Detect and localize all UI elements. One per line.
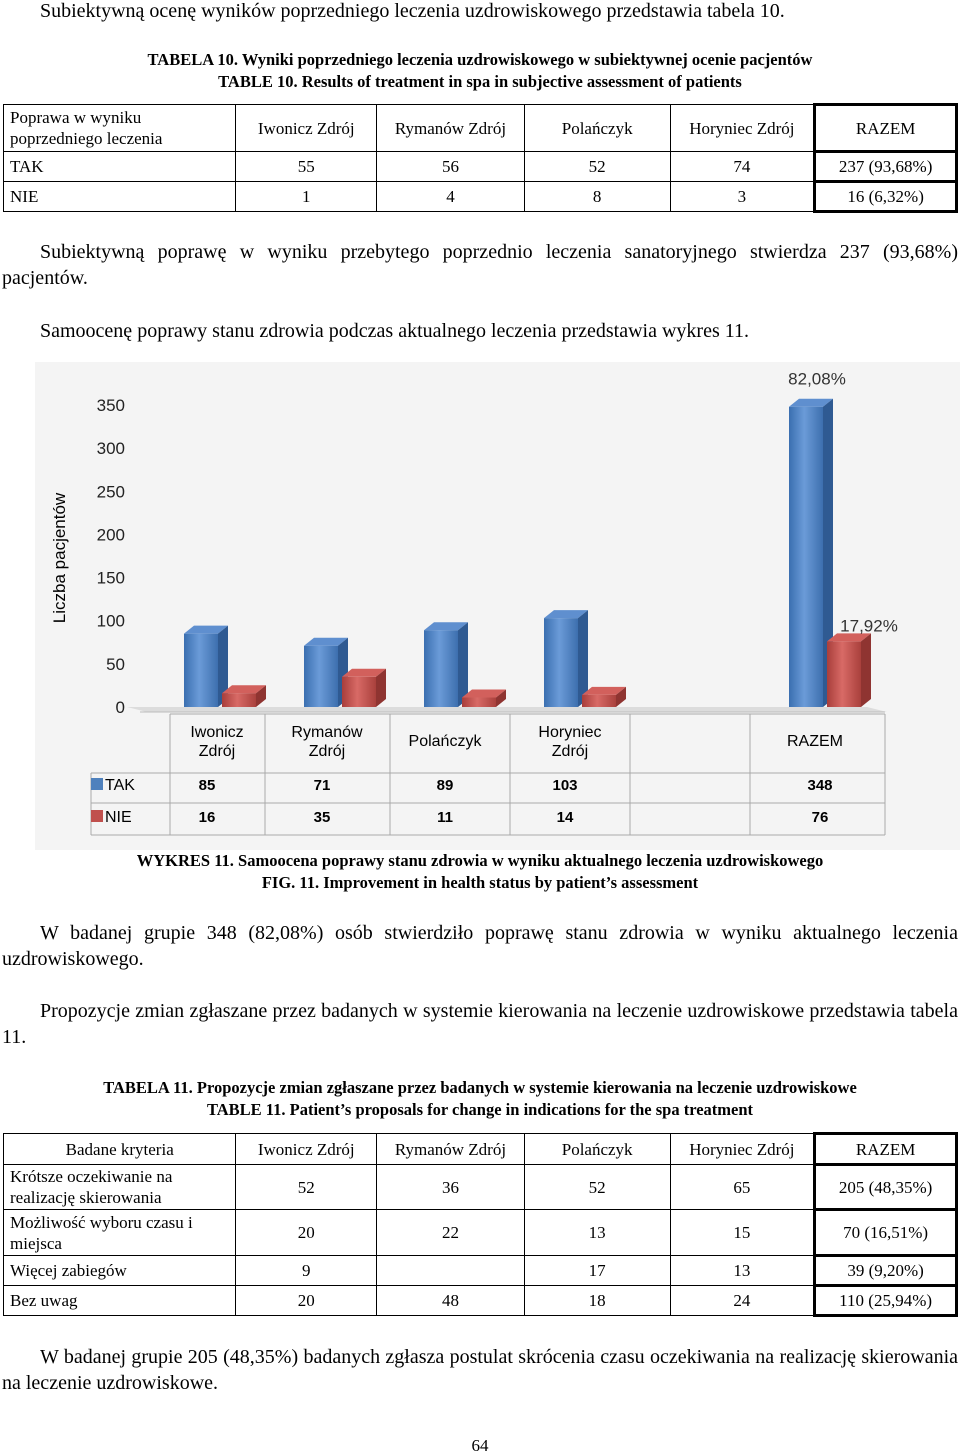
table-row	[4, 1286, 957, 1316]
bar-front	[342, 677, 376, 707]
chart-wykres-11	[35, 362, 960, 850]
table-cell: 110 (25,94%)	[815, 1286, 957, 1316]
table-cell: Bez uwag	[4, 1286, 236, 1316]
paragraph-2: Samoocenę poprawy stanu zdrowia podczas aktualnego leczenia przedstawia wykres 11.	[40, 320, 749, 342]
legend-swatch-nie	[91, 810, 103, 822]
table-cell: 22	[377, 1210, 525, 1256]
bar-chart-svg	[35, 362, 960, 850]
table-cell: 20	[236, 1286, 377, 1316]
data-label: 11	[437, 809, 453, 826]
table-cell: TAK	[4, 152, 236, 182]
table-cell: 1	[236, 182, 377, 212]
table-cell: 15	[670, 1210, 815, 1256]
annotation-label: 17,92%	[840, 616, 898, 636]
table-cell: 74	[670, 152, 815, 182]
legend-label-tak: TAK	[105, 777, 135, 794]
table10-header-cell: Polańczyk	[524, 105, 670, 152]
table10-header-row	[4, 105, 957, 152]
table-cell: 17	[524, 1256, 670, 1286]
legend-swatch-tak	[91, 778, 103, 790]
table10-header-cell: Rymanów Zdrój	[377, 105, 525, 152]
table-cell: 55	[236, 152, 377, 182]
bar-nie	[222, 685, 266, 707]
category-label: Iwonicz Zdrój	[190, 724, 244, 760]
table11-header-cell: Polańczyk	[524, 1134, 670, 1165]
table-cell: 52	[524, 152, 670, 182]
y-tick-label: 300	[96, 439, 125, 459]
table-cell: 52	[236, 1165, 377, 1210]
table-cell: 20	[236, 1210, 377, 1256]
data-label: 16	[198, 809, 216, 826]
table-cell: Więcej zabiegów	[4, 1256, 236, 1286]
table11-header-cell: Iwonicz Zdrój	[236, 1134, 377, 1165]
bar-nie	[582, 687, 626, 707]
table-cell: 4	[377, 182, 525, 212]
table-cell: Krótsze oczekiwanie na realizację skierowania	[4, 1165, 236, 1210]
intro-paragraph: Subiektywną ocenę wyników poprzedniego leczenia uzdrowiskowego przedstawia tabela 10.	[40, 0, 785, 22]
table-cell: 18	[524, 1286, 670, 1316]
table11-header-cell: Horyniec Zdrój	[670, 1134, 815, 1165]
paragraph-4: Propozycje zmian zgłaszane przez badanych w systemie kierowania na leczenie uzdrowiskowe przedstawia tabela 11.	[2, 1000, 958, 1048]
table-cell: 70 (16,51%)	[815, 1210, 957, 1256]
table10-caption-en: TABLE 10. Results of treatment in spa in subjective assessment of patients	[218, 72, 742, 91]
paragraph-3: W badanej grupie 348 (82,08%) osób stwierdziło poprawę stanu zdrowia w wyniku aktualnego leczenia uzdrowiskowego.	[2, 922, 958, 970]
y-tick-label: 350	[96, 396, 125, 415]
category-label: Horyniec Zdrój	[538, 724, 602, 760]
data-label: 14	[556, 809, 574, 826]
bar-front	[462, 698, 496, 707]
table-cell: NIE	[4, 182, 236, 212]
table-cell	[377, 1256, 525, 1286]
bar-tak	[424, 622, 468, 707]
bar-front	[827, 641, 861, 707]
bar-front	[424, 630, 458, 707]
table10	[3, 103, 958, 213]
table-cell: 56	[377, 152, 525, 182]
data-label: 348	[807, 777, 833, 794]
figure-caption-pl: WYKRES 11. Samoocena poprawy stanu zdrowia w wyniku aktualnego leczenia uzdrowiskowego	[136, 851, 824, 870]
table11-header-cell: Badane kryteria	[4, 1134, 236, 1165]
paragraph-5: W badanej grupie 205 (48,35%) badanych zgłasza postulat skrócenia czasu oczekiwania na realizację skierowania na leczenie uzdrowiskowe.	[2, 1346, 958, 1394]
bar-front	[582, 695, 616, 707]
bar-nie	[462, 690, 506, 707]
table-row	[4, 1210, 957, 1256]
y-tick-label: 0	[115, 698, 125, 717]
bar-front	[184, 634, 218, 707]
table-cell: 24	[670, 1286, 815, 1316]
table-cell: 65	[670, 1165, 815, 1210]
table-cell: 39 (9,20%)	[815, 1256, 957, 1286]
table-cell: 9	[236, 1256, 377, 1286]
table-row	[4, 1165, 957, 1210]
y-tick-label: 200	[96, 525, 125, 545]
table10-caption-pl: TABELA 10. Wyniki poprzedniego leczenia uzdrowiskowego w subiektywnej ocenie pacjentów	[147, 50, 813, 69]
table-row	[4, 1256, 957, 1286]
bar-front	[304, 646, 338, 707]
legend-label-nie: NIE	[105, 809, 132, 826]
data-label: 89	[436, 777, 454, 794]
annotation-label: 82,08%	[788, 369, 846, 389]
y-tick-label: 50	[106, 654, 125, 674]
table11-header-row	[4, 1134, 957, 1165]
table-cell: 13	[670, 1256, 815, 1286]
category-labels	[190, 724, 843, 760]
chart-legend	[91, 777, 135, 826]
y-axis-ticks	[97, 396, 125, 717]
data-labels	[199, 777, 833, 826]
table-cell: 52	[524, 1165, 670, 1210]
table-cell: 13	[524, 1210, 670, 1256]
table11-header-cell: RAZEM	[815, 1134, 957, 1165]
table-cell: Możliwość wyboru czasu i miejsca	[4, 1210, 236, 1256]
chart-floor	[127, 707, 887, 712]
category-label: Rymanów Zdrój	[291, 724, 363, 760]
data-label: 35	[313, 809, 331, 826]
table11-caption-pl: TABELA 11. Propozycje zmian zgłaszane przez badanych w systemie kierowania na leczenie uzdrowiskowe	[103, 1078, 857, 1097]
table-cell: 36	[377, 1165, 525, 1210]
table11-caption-en: TABLE 11. Patient’s proposals for change in indications for the spa treatment	[206, 1100, 754, 1119]
y-tick-label: 150	[96, 568, 125, 588]
y-tick-label: 100	[96, 611, 125, 631]
bar-nie	[342, 669, 386, 707]
table10-header-cell: Iwonicz Zdrój	[236, 105, 377, 152]
table10-header-cell: Poprawa w wyniku poprzedniego leczenia	[4, 105, 236, 152]
bar-tak	[544, 610, 588, 707]
bar-front	[222, 693, 256, 707]
bar-tak	[304, 638, 348, 707]
bar-side	[861, 633, 871, 707]
bar-tak	[184, 626, 228, 707]
category-label: RAZEM	[787, 733, 843, 750]
bar-series	[184, 399, 871, 707]
table-cell: 8	[524, 182, 670, 212]
table-cell: 48	[377, 1286, 525, 1316]
table-row	[4, 152, 957, 182]
bar-front	[789, 407, 823, 707]
table10-header-cell: RAZEM	[815, 105, 957, 152]
table-cell: 16 (6,32%)	[815, 182, 957, 212]
category-label: Polańczyk	[408, 733, 482, 750]
y-tick-label: 250	[96, 482, 125, 502]
page-number: 64	[471, 1436, 489, 1455]
table-cell: 205 (48,35%)	[815, 1165, 957, 1210]
bar-nie	[827, 633, 871, 707]
table-row	[4, 182, 957, 212]
y-axis-label: Liczba pacjentów	[50, 492, 69, 624]
table10-header-cell: Horyniec Zdrój	[670, 105, 815, 152]
data-label: 71	[313, 777, 331, 794]
table11	[3, 1132, 958, 1317]
data-label: 85	[198, 777, 216, 794]
bar-front	[544, 618, 578, 707]
data-label: 103	[552, 777, 578, 794]
table-cell: 3	[670, 182, 815, 212]
table-cell: 237 (93,68%)	[815, 152, 957, 182]
table11-header-cell: Rymanów Zdrój	[377, 1134, 525, 1165]
paragraph-1: Subiektywną poprawę w wyniku przebytego poprzednio leczenia sanatoryjnego stwierdza 237 (93,68%) pacjentów.	[2, 241, 958, 289]
data-label: 76	[811, 809, 829, 826]
figure-caption-en: FIG. 11. Improvement in health status by patient’s assessment	[261, 873, 699, 892]
bar-tak	[789, 399, 833, 707]
